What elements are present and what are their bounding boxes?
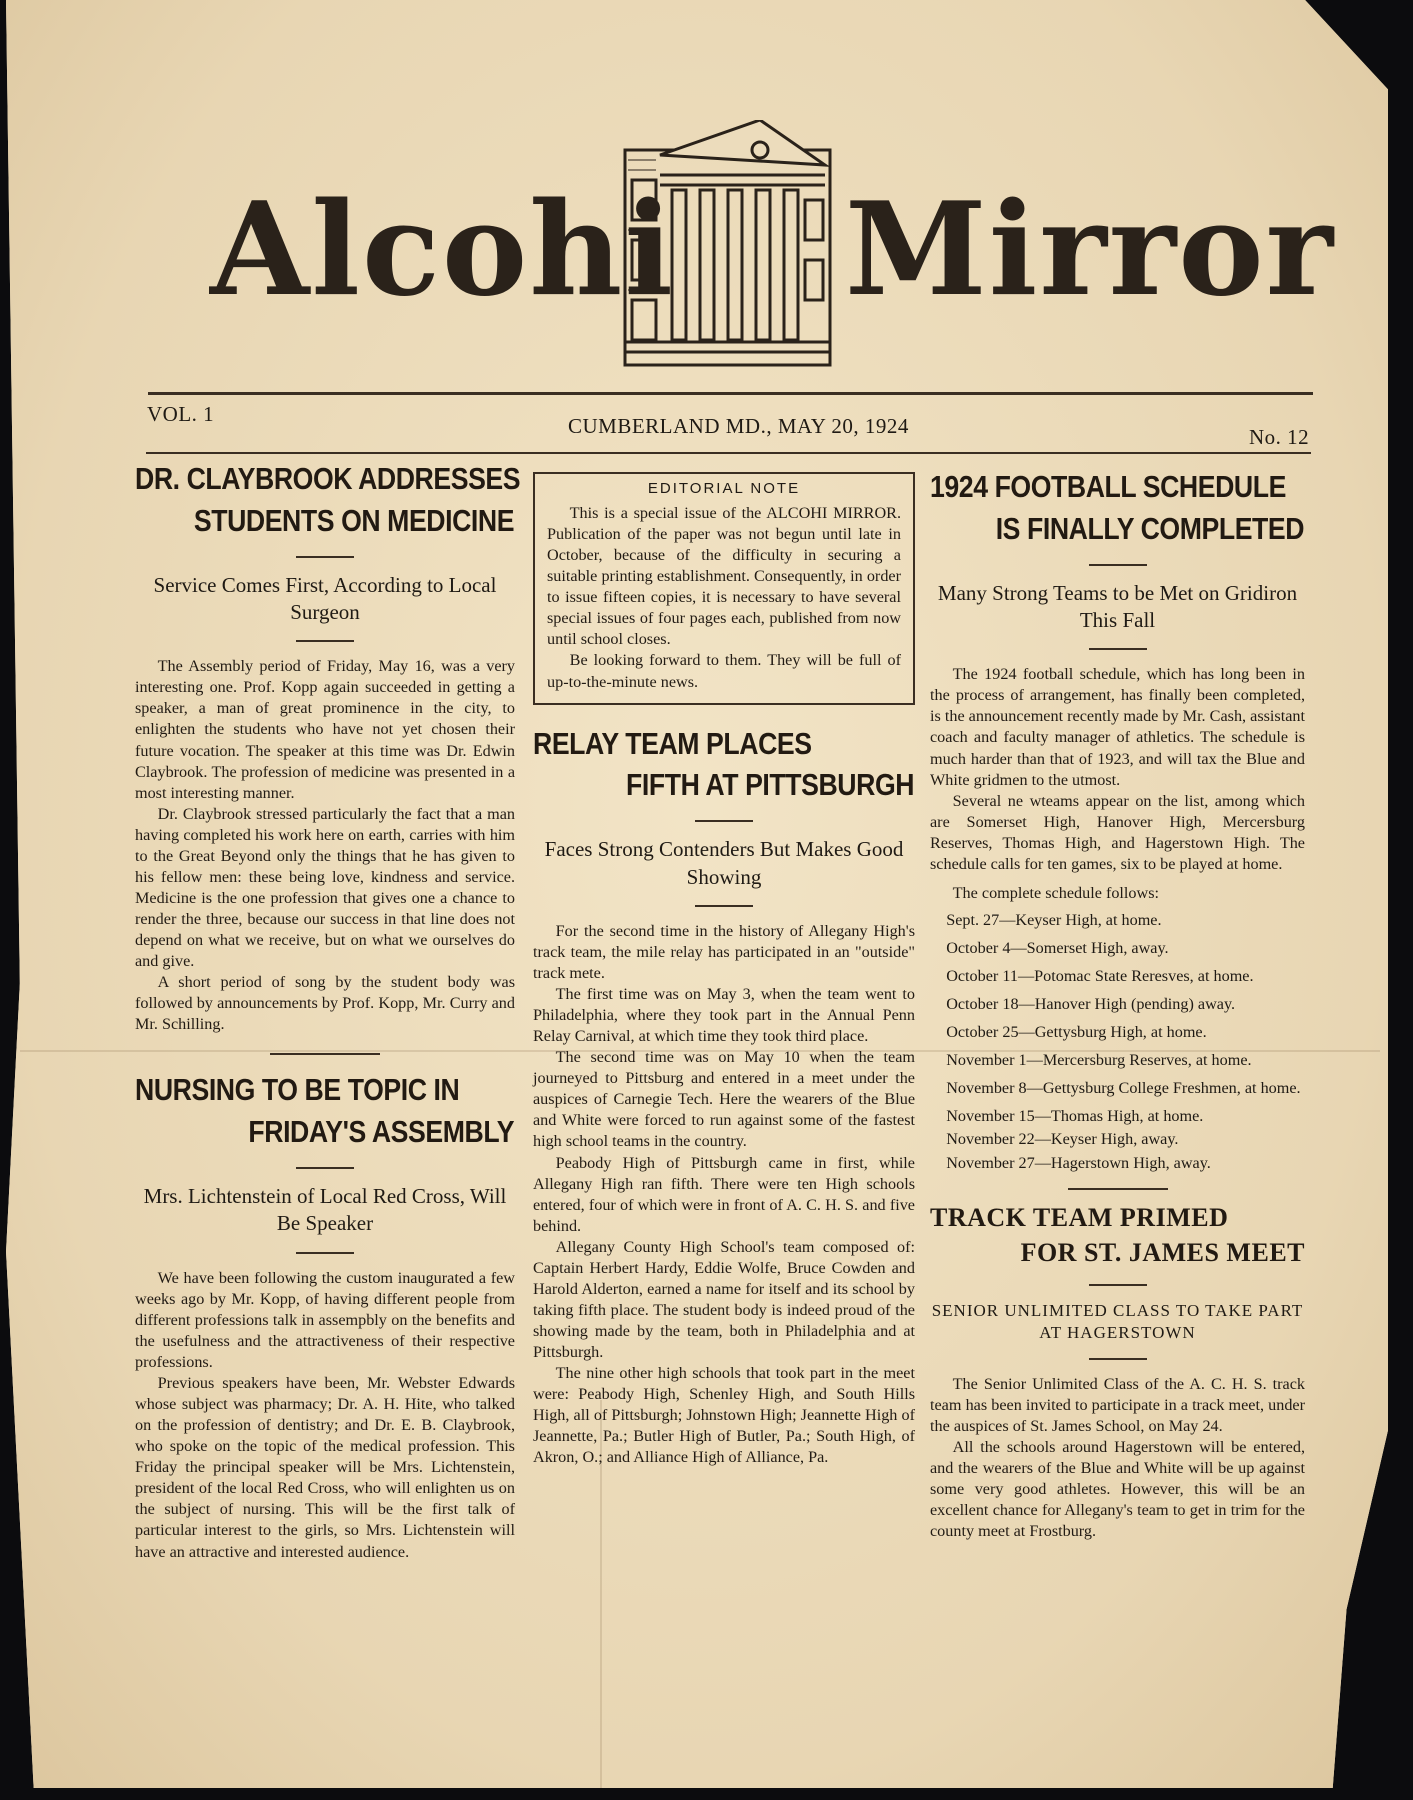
divider (1089, 564, 1147, 566)
school-building-illustration (620, 120, 835, 370)
schedule-entry: October 18—Hanover High (pending) away. (946, 995, 1236, 1014)
article-relay (533, 723, 915, 1469)
paragraph: The nine other high schools that took part in the meet were: Peabody High, Schenley High, and South Hills High, all of Pittsburgh; Johnstown High; Jeannette High of Jeannette, Pa.; Butler High of Butler, Pa.; South High, of Akron, O.; and Alliance High of Alliance, Pa. (533, 1364, 915, 1467)
deck: SENIOR UNLIMITED CLASS TO TAKE PART AT HAGERSTOWN (931, 1300, 1304, 1342)
column-2 (533, 472, 915, 1468)
masthead-title-right: Mirror (845, 175, 1335, 325)
schedule-entry: Sept. 27—Keyser High, at home. (946, 910, 1162, 929)
divider (296, 1252, 354, 1254)
editorial-title: EDITORIAL NOTE (647, 480, 801, 497)
paragraph: Previous speakers have been, Mr. Webster Edwards whose subject was pharmacy; Dr. A. H. Hite, who talked on the profession of dentistry; and Dr. E. B. Claybrook, who spoke on the topic of the medical profession. This Friday the principal speaker will be Mrs. Lichtenstein, president of the local Red Cross, who will enlighten us on the subject of nursing. This will be the first talk of particular interest to the girls, so Mrs. Lichtenstein will have an attractive and interested audience. (135, 1374, 515, 1561)
article-nursing (135, 1069, 515, 1562)
paragraph: Dr. Claybrook stressed particularly the fact that a man having completed his work here on earth, carries with him to the Great Beyond only the things that he has given to his fellow men: these being love, kindness and service. Medicine is the one profession that gives one a chance to render the three, because our success in that line does not depend on what we receive, but on what we ourselves do and give. (135, 804, 515, 971)
deck: Faces Strong Contenders But Makes Good Showing (544, 837, 904, 889)
paragraph: Be looking forward to them. They will be full of up-to-the-minute news. (547, 651, 901, 691)
column-3 (930, 466, 1305, 1542)
paragraph: Allegany County High School's team composed of: Captain Herbert Hardy, Eddie Wolfe, Bruce Cowden and Harold Alderton, earned a name for itself and its school by taking fifth place. The student body is indeed proud of the showing made by the team, both in Philadelphia and at Pittsburgh. (533, 1237, 915, 1362)
paragraph: For the second time in the history of Allegany High's track team, the mile relay has participated in an "outside" track mete. (533, 921, 915, 982)
masthead-title-left: Alcohi (210, 175, 675, 325)
paragraph: We have been following the custom inaugurated a few weeks ago by Mr. Kopp, of having different people from different professions talk in assempbly on the benefits and the usefulness and the attractiveness of their respective professions. (135, 1268, 515, 1371)
divider (296, 556, 354, 558)
editorial-note-box (533, 472, 915, 705)
divider (296, 640, 354, 642)
divider (1089, 648, 1147, 650)
column-1 (135, 458, 521, 1563)
paragraph: Peabody High of Pittsburgh came in first, while Allegany High ran fifth. There were ten High schools entered, four of which were in front of A. C. H. S. and five behind. (533, 1153, 915, 1235)
article-football (930, 466, 1305, 1174)
paragraph: The second time was on May 10 when the team journeyed to Pittsburg and entered in a meet under the auspices of Carnegie Tech. Here the wearers of the Blue and White were forced to run against some of the fastest high school teams in the country. (533, 1048, 915, 1151)
divider (1089, 1284, 1147, 1286)
masthead-rule-bottom (146, 452, 1311, 454)
schedule-entry: November 27—Hagerstown High, away. (946, 1153, 1211, 1172)
headline: 1924 FOOTBALL SCHEDULE IS FINALLY COMPLETED (930, 469, 1305, 546)
volume-label: VOL. 1 (147, 402, 215, 426)
schedule-entry: October 11—Potomac State Reresves, at home. (946, 967, 1254, 986)
paragraph: The complete schedule follows: (952, 883, 1159, 902)
schedule-entry: November 22—Keyser High, away. (946, 1130, 1179, 1149)
paragraph: The Senior Unlimited Class of the A. C. H. S. track team has been invited to participate in a track meet, under the auspices of St. James School, on May 24. (930, 1374, 1305, 1436)
paragraph: Several ne wteams appear on the list, among which are Somerset High, Hanover High, Mercersburg Reserves, Thomas High, and Hagerstown High. The schedule calls for ten games, six to be played at home. (930, 791, 1305, 873)
schedule-entry: October 4—Somerset High, away. (946, 939, 1169, 958)
issue-number: No. 12 (1249, 425, 1310, 449)
schedule-entry: October 25—Gettysburg High, at home. (946, 1023, 1207, 1042)
divider (695, 905, 753, 907)
schedule-entry: November 8—Gettysburg College Freshmen, at home. (946, 1079, 1301, 1098)
schedule-entry: November 1—Mercersburg Reserves, at home. (946, 1051, 1252, 1070)
paragraph: A short period of song by the student body was followed by announcements by Prof. Kopp, Mr. Curry and Mr. Schilling. (135, 973, 515, 1034)
paragraph: The first time was on May 3, when the team went to Philadelphia, where they took part in the Annual Penn Relay Carnival, at which time they took third place. (533, 985, 915, 1046)
article-claybrook (135, 458, 521, 1035)
divider (1089, 1358, 1147, 1360)
headline: RELAY TEAM PLACES FIFTH AT PITTSBURGH (533, 725, 915, 803)
paragraph: The 1924 football schedule, which has long been in the process of arrangement, has finally been completed, is the announcement recently made by Mr. Cash, assistant coach and faculty manager of athletics. The schedule is much harder than that of 1923, and will tax the Blue and White gridmen to the utmost. (930, 665, 1305, 789)
place-date: CUMBERLAND MD., MAY 20, 1924 (568, 414, 909, 438)
divider (270, 1053, 380, 1055)
paragraph: The Assembly period of Friday, May 16, was a very interesting one. Prof. Kopp again succeeded in getting a speaker, a man of great prominence in the city, to enlighten the students who have not yet chosen their future vocation. The speaker at this time was Dr. Edwin Claybrook. The profession of medicine was presented in a most interesting manner. (135, 657, 515, 802)
deck: Service Comes First, According to Local Surgeon (153, 572, 497, 624)
headline: DR. CLAYBROOK ADDRESSES STUDENTS ON MEDICINE (135, 461, 521, 538)
paragraph: This is a special issue of the ALCOHI MIRROR. Publication of the paper was not begun until late in October, because of the difficulty in securing a suitable printing establishment. Consequently, in order to issue fifteen copies, it is necessary to have several special issues of four pages each, published from now until school closes. (547, 504, 901, 649)
schedule-entry: November 15—Thomas High, at home. (946, 1107, 1204, 1126)
masthead-rule-top (148, 392, 1313, 395)
article-track (930, 1200, 1305, 1543)
masthead (0, 110, 1413, 370)
headline: TRACK TEAM PRIMED FOR ST. JAMES MEET (930, 1202, 1305, 1267)
divider (296, 1167, 354, 1169)
paragraph: All the schools around Hagerstown will be entered, and the wearers of the Blue and White will be up against some very good athletes. However, this will be an excellent chance for Allegany's team to get in trim for the county meet at Frostburg. (930, 1438, 1305, 1541)
deck: Many Strong Teams to be Met on Gridiron This Fall (937, 580, 1298, 632)
deck: Mrs. Lichtenstein of Local Red Cross, Will Be Speaker (143, 1184, 507, 1236)
football-schedule-list (930, 910, 1305, 1174)
headline: NURSING TO BE TOPIC IN FRIDAY'S ASSEMBLY (135, 1072, 515, 1150)
divider (695, 820, 753, 822)
divider (1068, 1188, 1168, 1190)
